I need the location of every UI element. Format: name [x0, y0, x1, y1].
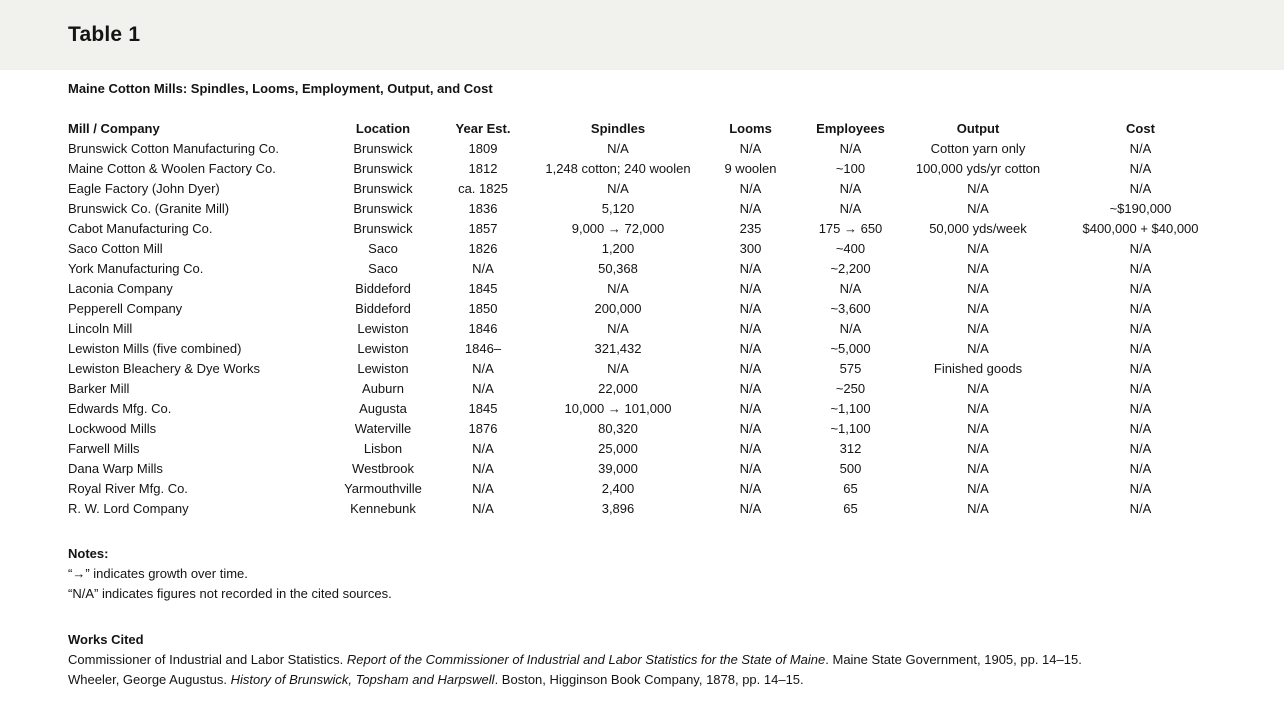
table-cell: N/A — [839, 320, 862, 336]
table-cell: N/A — [1129, 380, 1152, 396]
table-cell: ~100 — [835, 160, 866, 176]
table-cell: N/A — [739, 380, 762, 396]
table-cell: Farwell Mills — [68, 440, 140, 456]
table-cell: 1845 — [468, 280, 498, 296]
table-cell: N/A — [607, 180, 629, 196]
table-cell: N/A — [607, 280, 629, 296]
citation-publisher: . Maine State Government, 1905, pp. 14–15. — [825, 652, 1082, 667]
table-cell: 175 → 650 — [818, 220, 883, 236]
table-cell: Lewiston — [357, 340, 409, 356]
works-cited-section — [68, 630, 1228, 690]
table-cell: N/A — [839, 180, 862, 196]
table-cell: N/A — [739, 280, 762, 296]
table-cell: 1846 — [468, 320, 498, 336]
table-cell: N/A — [967, 260, 989, 276]
table-cell: N/A — [1129, 460, 1152, 476]
table-cell: N/A — [739, 480, 762, 496]
table-cell: Maine Cotton & Woolen Factory Co. — [68, 160, 276, 176]
table-row — [68, 498, 1223, 518]
table-cell: 235 — [739, 220, 762, 236]
table-cell: Brunswick — [353, 200, 413, 216]
table-row — [68, 298, 1223, 318]
table-cell: N/A — [1129, 160, 1152, 176]
table-cell: Eagle Factory (John Dyer) — [68, 180, 220, 196]
table-cell: N/A — [739, 300, 762, 316]
table-cell: N/A — [607, 360, 629, 376]
table-cell: N/A — [1129, 420, 1152, 436]
table-cell: N/A — [1129, 260, 1152, 276]
table-cell: N/A — [1129, 320, 1152, 336]
column-header-cost: Cost — [1126, 120, 1155, 136]
table-cell: Lockwood Mills — [68, 420, 157, 436]
column-header-year: Year Est. — [455, 120, 511, 136]
table-row — [68, 338, 1223, 358]
table-cell: Pepperell Company — [68, 300, 183, 316]
table-cell: N/A — [739, 360, 762, 376]
table-row — [68, 318, 1223, 338]
column-header-looms: Looms — [729, 120, 772, 136]
table-cell: 1850 — [468, 300, 498, 316]
table-cell: 10,000 → 101,000 — [564, 400, 672, 416]
table-cell: N/A — [739, 440, 762, 456]
note-line: “→” indicates growth over time. — [68, 566, 248, 581]
table-cell: ~$190,000 — [1109, 200, 1172, 216]
table-cell: Saco — [368, 260, 398, 276]
table-cell: Lewiston — [357, 360, 409, 376]
table-cell: N/A — [739, 340, 762, 356]
table-cell: N/A — [739, 320, 762, 336]
table-cell: N/A — [1129, 500, 1152, 516]
table-cell: N/A — [1129, 300, 1152, 316]
table-cell: 321,432 — [594, 340, 642, 356]
table-cell: N/A — [967, 320, 989, 336]
table-cell: N/A — [739, 500, 762, 516]
note-line: “N/A” indicates figures not recorded in the cited sources. — [68, 586, 392, 601]
column-header-spindles: Spindles — [590, 120, 646, 136]
table-cell: N/A — [739, 260, 762, 276]
citation — [68, 670, 1228, 690]
table-cell: Yarmouthville — [344, 480, 422, 496]
table-cell: N/A — [1129, 360, 1152, 376]
page-title: Table 1 — [68, 23, 141, 46]
table-cell: N/A — [607, 140, 629, 156]
table-header-row — [68, 118, 1223, 138]
table-cell: N/A — [967, 480, 989, 496]
table-cell: N/A — [472, 260, 494, 276]
notes-heading: Notes: — [68, 546, 109, 561]
table-cell: N/A — [1129, 280, 1152, 296]
table-cell: 65 — [843, 500, 858, 516]
table-cell: N/A — [839, 140, 862, 156]
table-cell: 39,000 — [598, 460, 638, 476]
table-cell: Brunswick — [353, 220, 413, 236]
table-row — [68, 218, 1223, 238]
table-cell: 3,896 — [601, 500, 635, 516]
citation — [68, 650, 1228, 670]
table-subtitle: Maine Cotton Mills: Spindles, Looms, Employment, Output, and Cost — [68, 81, 493, 96]
table-cell: Waterville — [354, 420, 412, 436]
table-body — [68, 138, 1223, 518]
table-row — [68, 478, 1223, 498]
table-cell: 300 — [739, 240, 762, 256]
table-cell: 65 — [843, 480, 858, 496]
table-cell: N/A — [1129, 480, 1152, 496]
table-cell: N/A — [1129, 240, 1152, 256]
table-cell: ~5,000 — [830, 340, 871, 356]
table-cell: 1,200 — [601, 240, 635, 256]
table-cell: 100,000 yds/yr cotton — [915, 160, 1041, 176]
table-cell: Lewiston Mills (five combined) — [68, 340, 242, 356]
table-cell: York Manufacturing Co. — [68, 260, 204, 276]
table-cell: N/A — [1129, 140, 1152, 156]
table-cell: N/A — [967, 240, 989, 256]
notes-section — [68, 544, 1228, 604]
column-header-location: Location — [355, 120, 411, 136]
table-cell: N/A — [967, 500, 989, 516]
table-cell: Lincoln Mill — [68, 320, 133, 336]
table-cell: N/A — [607, 320, 629, 336]
citation-author: Wheeler, George Augustus. — [68, 672, 231, 687]
table-cell: N/A — [839, 280, 862, 296]
table-cell: ~2,200 — [830, 260, 871, 276]
table-cell: N/A — [967, 280, 989, 296]
table-cell: 1826 — [468, 240, 498, 256]
table-cell: 1857 — [468, 220, 498, 236]
title-band — [0, 0, 1284, 70]
table-cell: 80,320 — [598, 420, 638, 436]
table-cell: N/A — [739, 460, 762, 476]
works-cited-heading: Works Cited — [68, 632, 144, 647]
table-cell: ~250 — [835, 380, 866, 396]
table-cell: 25,000 — [598, 440, 638, 456]
table-row — [68, 378, 1223, 398]
table-cell: N/A — [967, 300, 989, 316]
table-cell: N/A — [739, 140, 762, 156]
table-cell: Brunswick — [353, 180, 413, 196]
table-cell: N/A — [739, 400, 762, 416]
citation-author: Commissioner of Industrial and Labor Statistics. — [68, 652, 347, 667]
table-cell: 9,000 → 72,000 — [571, 220, 665, 236]
table-cell: N/A — [839, 200, 862, 216]
table-cell: Westbrook — [352, 460, 414, 476]
table-row — [68, 278, 1223, 298]
table-cell: Barker Mill — [68, 380, 130, 396]
table-cell: N/A — [967, 380, 989, 396]
table-row — [68, 178, 1223, 198]
table-cell: N/A — [967, 440, 989, 456]
table-cell: 22,000 — [598, 380, 638, 396]
table-cell: Lewiston — [357, 320, 409, 336]
table-cell: R. W. Lord Company — [68, 500, 189, 516]
table-cell: N/A — [472, 440, 494, 456]
table-cell: Laconia Company — [68, 280, 173, 296]
table-cell: N/A — [967, 340, 989, 356]
table-cell: 5,120 — [601, 200, 635, 216]
table-row — [68, 438, 1223, 458]
table-cell: Saco — [368, 240, 398, 256]
table-cell: 1836 — [468, 200, 498, 216]
table-cell: Biddeford — [355, 280, 411, 296]
table-cell: N/A — [739, 180, 762, 196]
table-cell: 1812 — [468, 160, 498, 176]
citation-publisher: . Boston, Higginson Book Company, 1878, pp. 14–15. — [494, 672, 804, 687]
table-cell: Lisbon — [363, 440, 403, 456]
table-cell: Cabot Manufacturing Co. — [68, 220, 213, 236]
table-cell: Finished goods — [933, 360, 1023, 376]
table-cell: Saco Cotton Mill — [68, 240, 163, 256]
table-cell: ~400 — [835, 240, 866, 256]
column-header-output: Output — [956, 120, 1000, 136]
table-row — [68, 398, 1223, 418]
table-cell: 1876 — [468, 420, 498, 436]
mills-table — [68, 118, 1223, 518]
table-row — [68, 258, 1223, 278]
table-cell: Biddeford — [355, 300, 411, 316]
table-cell: ~3,600 — [830, 300, 871, 316]
table-cell: Brunswick — [353, 160, 413, 176]
table-cell: N/A — [739, 420, 762, 436]
table-cell: 2,400 — [601, 480, 635, 496]
table-cell: N/A — [967, 460, 989, 476]
table-row — [68, 138, 1223, 158]
table-cell: Auburn — [362, 380, 404, 396]
table-cell: ca. 1825 — [458, 180, 508, 196]
table-cell: N/A — [967, 180, 989, 196]
table-cell: N/A — [967, 420, 989, 436]
table-cell: 9 woolen — [724, 160, 777, 176]
table-row — [68, 198, 1223, 218]
table-cell: ~1,100 — [830, 420, 871, 436]
table-cell: 50,368 — [598, 260, 638, 276]
table-cell: N/A — [472, 460, 494, 476]
table-cell: N/A — [1129, 340, 1152, 356]
table-cell: Dana Warp Mills — [68, 460, 163, 476]
table-cell: Augusta — [359, 400, 407, 416]
table-cell: N/A — [1129, 400, 1152, 416]
table-cell: 50,000 yds/week — [929, 220, 1027, 236]
table-cell: N/A — [472, 360, 494, 376]
table-cell: 312 — [839, 440, 862, 456]
table-cell: N/A — [739, 200, 762, 216]
table-row — [68, 238, 1223, 258]
table-cell: Brunswick Cotton Manufacturing Co. — [68, 140, 279, 156]
table-cell: 200,000 — [594, 300, 642, 316]
column-header-employees: Employees — [816, 120, 885, 136]
table-row — [68, 418, 1223, 438]
table-cell: 500 — [839, 460, 862, 476]
table-cell: N/A — [1129, 440, 1152, 456]
citation-title: History of Brunswick, Topsham and Harpswell — [230, 672, 495, 687]
table-cell: Royal River Mfg. Co. — [68, 480, 188, 496]
table-cell: Cotton yarn only — [930, 140, 1026, 156]
table-cell: ~1,100 — [830, 400, 871, 416]
table-cell: Kennebunk — [350, 500, 416, 516]
table-cell: 1809 — [468, 140, 498, 156]
table-cell: Brunswick Co. (Granite Mill) — [68, 200, 230, 216]
table-cell: N/A — [472, 480, 494, 496]
citation-title: Report of the Commissioner of Industrial and Labor Statistics for the State of Maine — [346, 652, 826, 667]
table-cell: $400,000 + $40,000 — [1082, 220, 1199, 236]
table-cell: 1,248 cotton; 240 woolen — [545, 160, 691, 176]
column-header-mill: Mill / Company — [68, 120, 160, 136]
table-cell: Lewiston Bleachery & Dye Works — [68, 360, 260, 376]
table-cell: 1845 — [468, 400, 498, 416]
table-row — [68, 158, 1223, 178]
table-cell: 575 — [839, 360, 862, 376]
table-cell: N/A — [472, 380, 494, 396]
table-cell: 1846– — [464, 340, 502, 356]
table-row — [68, 358, 1223, 378]
table-cell: N/A — [967, 200, 989, 216]
table-cell: N/A — [472, 500, 494, 516]
table-row — [68, 458, 1223, 478]
table-cell: Edwards Mfg. Co. — [68, 400, 172, 416]
table-cell: Brunswick — [353, 140, 413, 156]
table-cell: N/A — [1129, 180, 1152, 196]
document-content — [0, 70, 1284, 690]
table-cell: N/A — [967, 400, 989, 416]
